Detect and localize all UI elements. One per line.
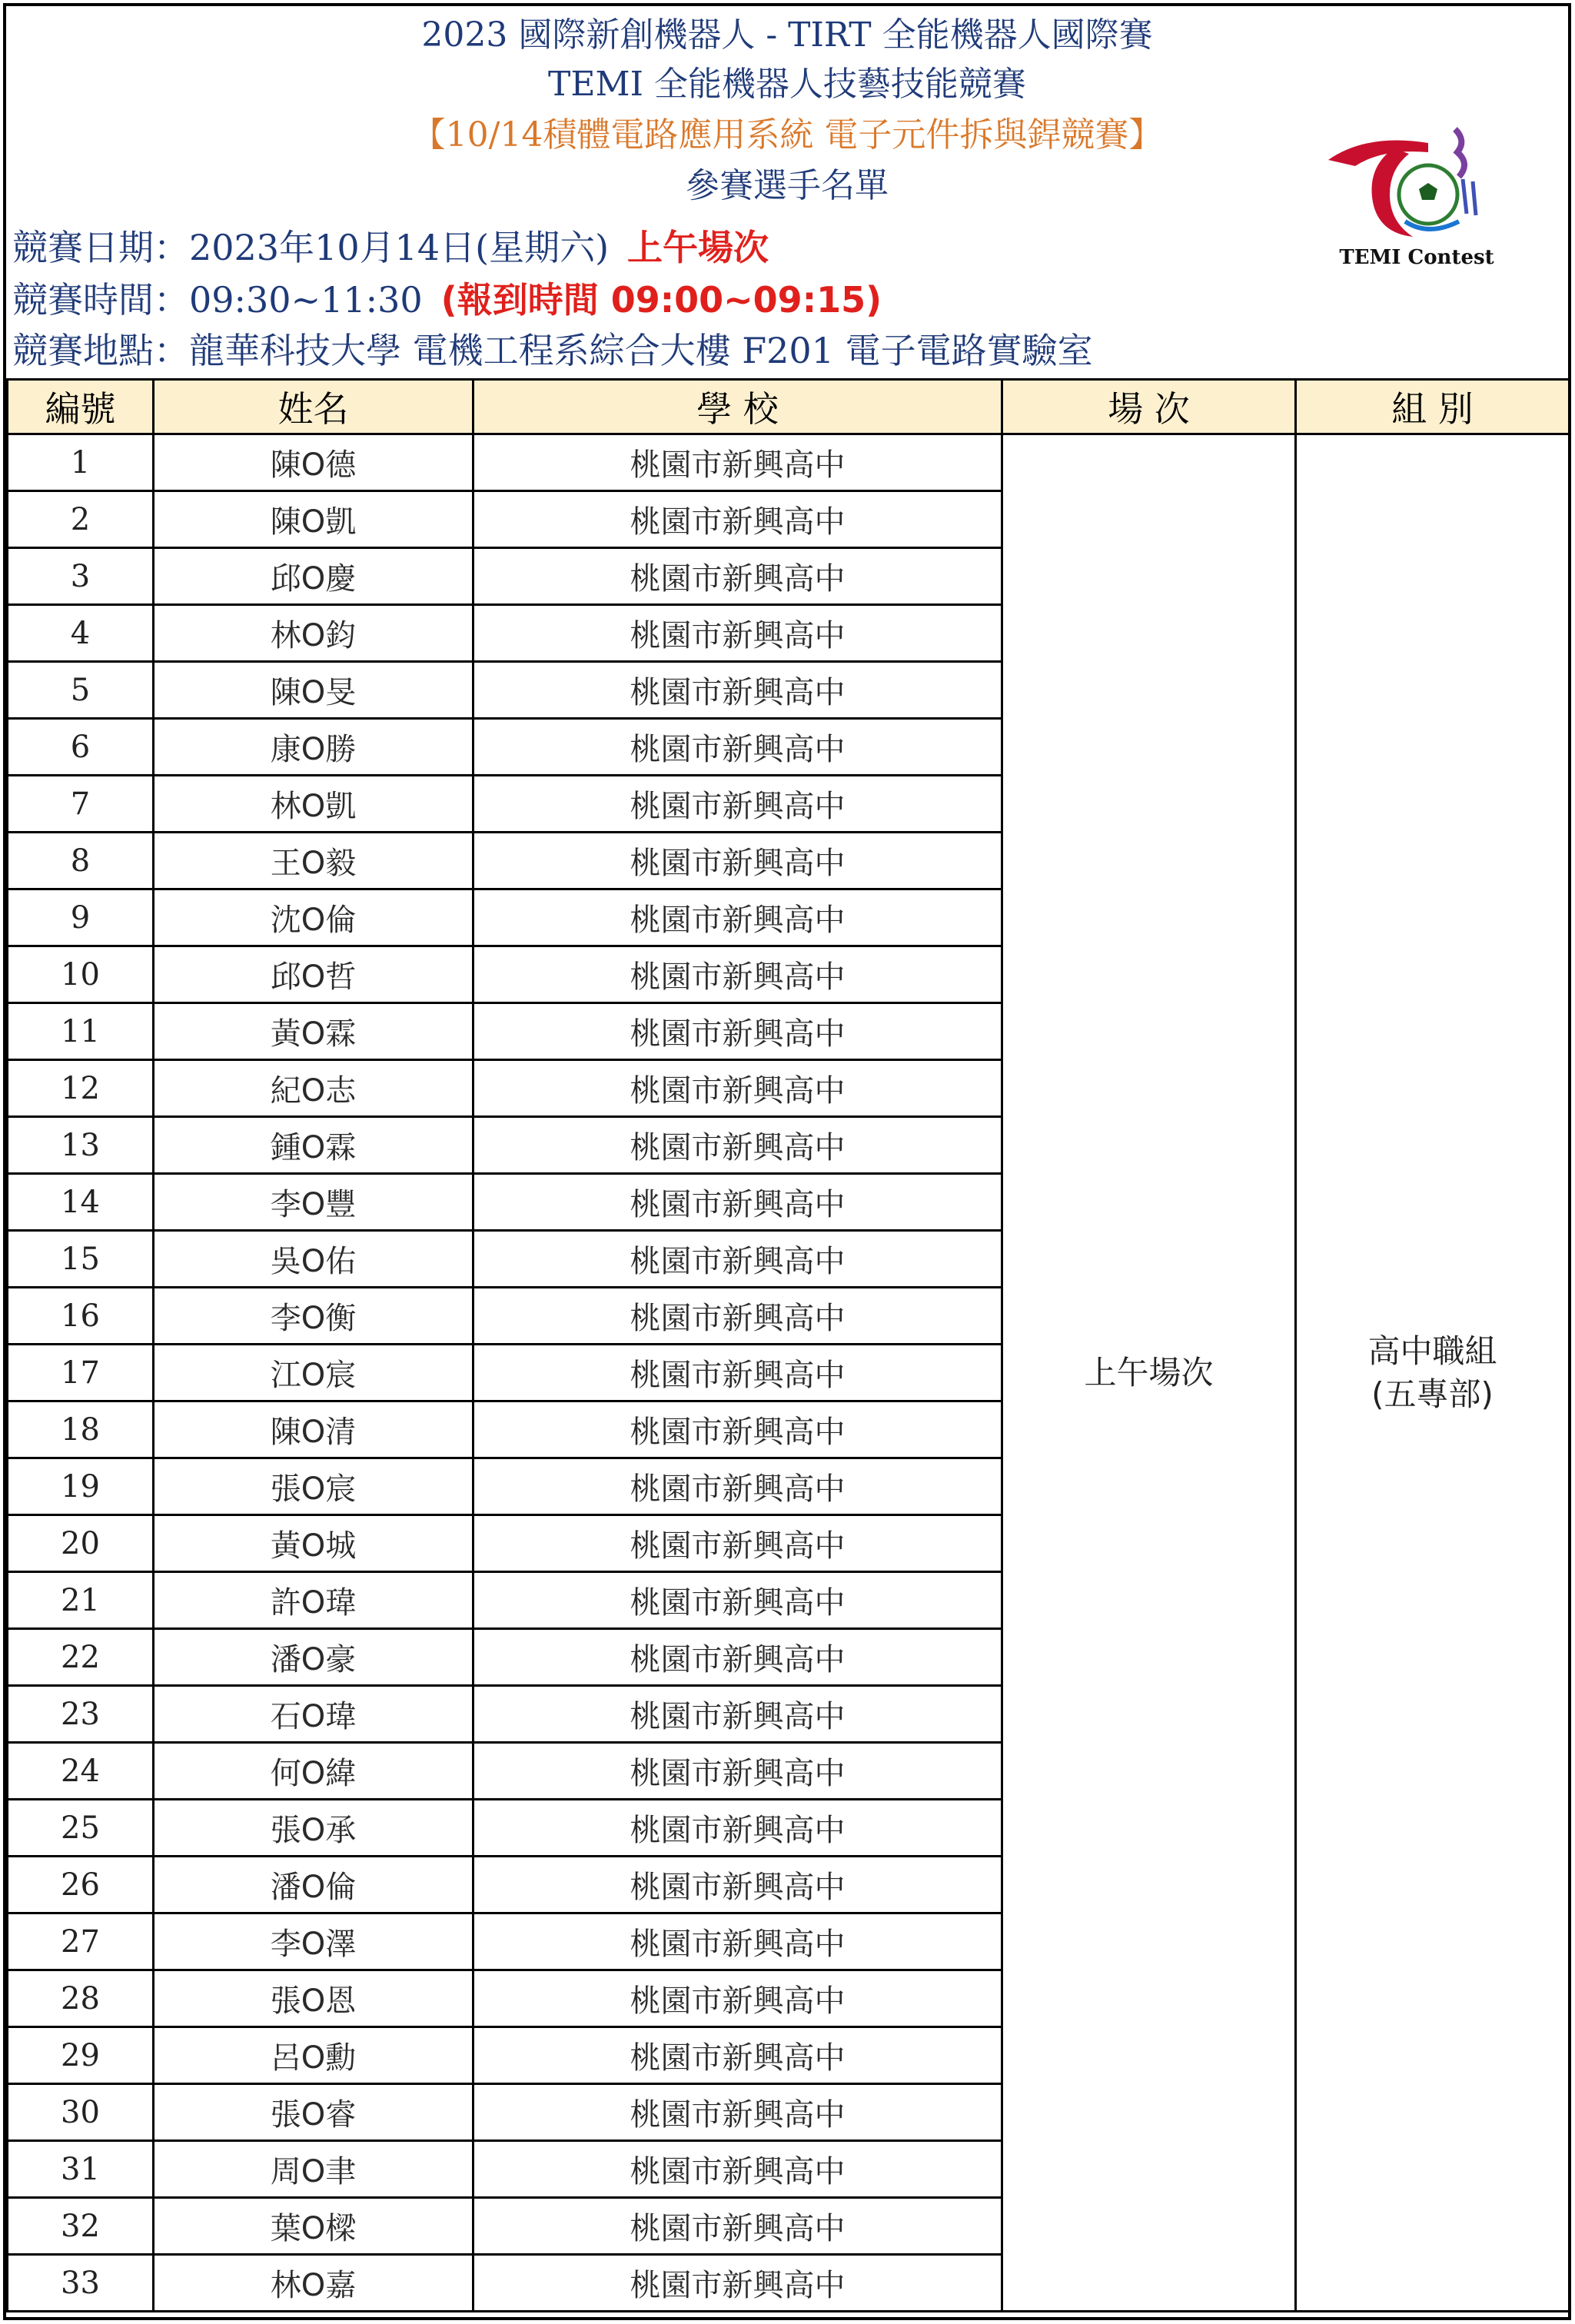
cell-name: 張O恩 <box>154 1970 473 2027</box>
cell-name: 陳O凱 <box>154 491 473 548</box>
cell-school: 桃園市新興高中 <box>473 889 1002 946</box>
column-header-group: 組 別 <box>1296 380 1570 434</box>
cell-school: 桃園市新興高中 <box>473 719 1002 776</box>
cell-school: 桃園市新興高中 <box>473 776 1002 833</box>
cell-name: 黃O霖 <box>154 1003 473 1060</box>
cell-number: 27 <box>8 1913 154 1970</box>
cell-number: 14 <box>8 1174 154 1231</box>
cell-school: 桃園市新興高中 <box>473 833 1002 889</box>
cell-school: 桃園市新興高中 <box>473 2027 1002 2084</box>
cell-name: 康O勝 <box>154 719 473 776</box>
cell-school: 桃園市新興高中 <box>473 1970 1002 2027</box>
cell-name: 陳O德 <box>154 434 473 491</box>
cell-number: 21 <box>8 1572 154 1629</box>
logo-text: TEMI Contest <box>1339 246 1494 269</box>
time-label: 競賽時間：09:30~11:30 <box>12 279 423 321</box>
cell-name: 王O毅 <box>154 833 473 889</box>
cell-school: 桃園市新興高中 <box>473 1060 1002 1117</box>
cell-name: 黃O城 <box>154 1515 473 1572</box>
cell-group <box>1296 434 1570 2312</box>
cell-number: 26 <box>8 1857 154 1913</box>
cell-number: 13 <box>8 1117 154 1174</box>
cell-name: 許O瑋 <box>154 1572 473 1629</box>
cell-school: 桃園市新興高中 <box>473 1003 1002 1060</box>
cell-name: 吳O佑 <box>154 1231 473 1288</box>
competition-time <box>12 277 882 323</box>
cell-school: 桃園市新興高中 <box>473 548 1002 605</box>
cell-number: 22 <box>8 1629 154 1686</box>
cell-name: 潘O倫 <box>154 1857 473 1913</box>
cell-name: 張O睿 <box>154 2084 473 2141</box>
cell-name: 石O瑋 <box>154 1686 473 1743</box>
temi-logo-graphic <box>1313 106 1520 275</box>
cell-name: 李O澤 <box>154 1913 473 1970</box>
cell-number: 23 <box>8 1686 154 1743</box>
cell-name: 邱O哲 <box>154 946 473 1003</box>
cell-number: 24 <box>8 1743 154 1800</box>
cell-number: 6 <box>8 719 154 776</box>
column-header-name: 姓名 <box>154 380 473 434</box>
cell-name: 李O豐 <box>154 1174 473 1231</box>
cell-school: 桃園市新興高中 <box>473 1572 1002 1629</box>
cell-number: 2 <box>8 491 154 548</box>
cell-number: 5 <box>8 662 154 719</box>
cell-number: 11 <box>8 1003 154 1060</box>
cell-school: 桃園市新興高中 <box>473 1913 1002 1970</box>
cell-name: 周O聿 <box>154 2141 473 2198</box>
title-line-2: TEMI 全能機器人技藝技能競賽 <box>548 65 1026 104</box>
cell-number: 28 <box>8 1970 154 2027</box>
title-line-3: 【10/14積體電路應用系統 電子元件拆與銲競賽】 <box>411 115 1163 155</box>
cell-session: 上午場次 <box>1002 434 1296 2312</box>
cell-name: 沈O倫 <box>154 889 473 946</box>
cell-number: 32 <box>8 2198 154 2255</box>
cell-number: 20 <box>8 1515 154 1572</box>
cell-name: 何O緯 <box>154 1743 473 1800</box>
cell-number: 19 <box>8 1458 154 1515</box>
group-line-1: 高中職組 <box>1367 1332 1497 1370</box>
cell-name: 林O鈞 <box>154 605 473 662</box>
cell-school: 桃園市新興高中 <box>473 1686 1002 1743</box>
cell-school: 桃園市新興高中 <box>473 1345 1002 1401</box>
cell-school: 桃園市新興高中 <box>473 1515 1002 1572</box>
cell-name: 呂O勳 <box>154 2027 473 2084</box>
cell-name: 鍾O霖 <box>154 1117 473 1174</box>
table-header-row <box>8 380 1570 434</box>
cell-school: 桃園市新興高中 <box>473 2084 1002 2141</box>
cell-school: 桃園市新興高中 <box>473 605 1002 662</box>
cell-name: 陳O旻 <box>154 662 473 719</box>
cell-name: 林O凱 <box>154 776 473 833</box>
group-line-2: (五專部) <box>1371 1375 1494 1413</box>
cell-number: 25 <box>8 1800 154 1857</box>
temi-contest-logo <box>1313 106 1520 275</box>
document-page <box>3 3 1571 2320</box>
title-line-4: 參賽選手名單 <box>686 166 889 205</box>
cell-number: 30 <box>8 2084 154 2141</box>
cell-number: 17 <box>8 1345 154 1401</box>
cell-number: 29 <box>8 2027 154 2084</box>
cell-number: 15 <box>8 1231 154 1288</box>
cell-name: 紀O志 <box>154 1060 473 1117</box>
cell-name: 邱O慶 <box>154 548 473 605</box>
cell-name: 潘O豪 <box>154 1629 473 1686</box>
column-header-number: 編號 <box>8 380 154 434</box>
cell-name: 李O衡 <box>154 1288 473 1345</box>
cell-school: 桃園市新興高中 <box>473 1629 1002 1686</box>
cell-school: 桃園市新興高中 <box>473 2141 1002 2198</box>
cell-school: 桃園市新興高中 <box>473 1174 1002 1231</box>
cell-school: 桃園市新興高中 <box>473 1800 1002 1857</box>
cell-name: 林O嘉 <box>154 2255 473 2312</box>
cell-school: 桃園市新興高中 <box>473 491 1002 548</box>
title-line-1: 2023 國際新創機器人 - TIRT 全能機器人國際賽 <box>421 15 1153 55</box>
cell-school: 桃園市新興高中 <box>473 1231 1002 1288</box>
cell-school: 桃園市新興高中 <box>473 1401 1002 1458</box>
competition-date <box>12 224 769 271</box>
cell-number: 3 <box>8 548 154 605</box>
cell-school: 桃園市新興高中 <box>473 1458 1002 1515</box>
cell-school: 桃園市新興高中 <box>473 2255 1002 2312</box>
cell-number: 8 <box>8 833 154 889</box>
cell-school: 桃園市新興高中 <box>473 662 1002 719</box>
date-label: 競賽日期：2023年10月14日(星期六) <box>12 227 610 268</box>
cell-number: 33 <box>8 2255 154 2312</box>
cell-number: 10 <box>8 946 154 1003</box>
column-header-session: 場 次 <box>1002 380 1296 434</box>
cell-school: 桃園市新興高中 <box>473 434 1002 491</box>
cell-number: 12 <box>8 1060 154 1117</box>
competition-location: 競賽地點：龍華科技大學 電機工程系綜合大樓 F201 電子電路實驗室 <box>12 330 1093 371</box>
cell-number: 16 <box>8 1288 154 1345</box>
cell-name: 江O宸 <box>154 1345 473 1401</box>
cell-number: 7 <box>8 776 154 833</box>
cell-number: 9 <box>8 889 154 946</box>
column-header-school: 學 校 <box>473 380 1002 434</box>
table-row <box>8 434 1570 491</box>
participant-table <box>6 378 1570 2312</box>
cell-school: 桃園市新興高中 <box>473 2198 1002 2255</box>
cell-name: 陳O清 <box>154 1401 473 1458</box>
cell-school: 桃園市新興高中 <box>473 946 1002 1003</box>
cell-number: 1 <box>8 434 154 491</box>
cell-number: 4 <box>8 605 154 662</box>
cell-number: 18 <box>8 1401 154 1458</box>
cell-name: 張O承 <box>154 1800 473 1857</box>
cell-school: 桃園市新興高中 <box>473 1117 1002 1174</box>
cell-name: 葉O樑 <box>154 2198 473 2255</box>
cell-number: 31 <box>8 2141 154 2198</box>
document-header <box>6 6 1568 378</box>
date-session: 上午場次 <box>627 227 769 268</box>
checkin-time: (報到時間 09:00~09:15) <box>440 279 882 321</box>
cell-school: 桃園市新興高中 <box>473 1857 1002 1913</box>
cell-school: 桃園市新興高中 <box>473 1288 1002 1345</box>
table-body <box>8 434 1570 2312</box>
cell-school: 桃園市新興高中 <box>473 1743 1002 1800</box>
cell-name: 張O宸 <box>154 1458 473 1515</box>
